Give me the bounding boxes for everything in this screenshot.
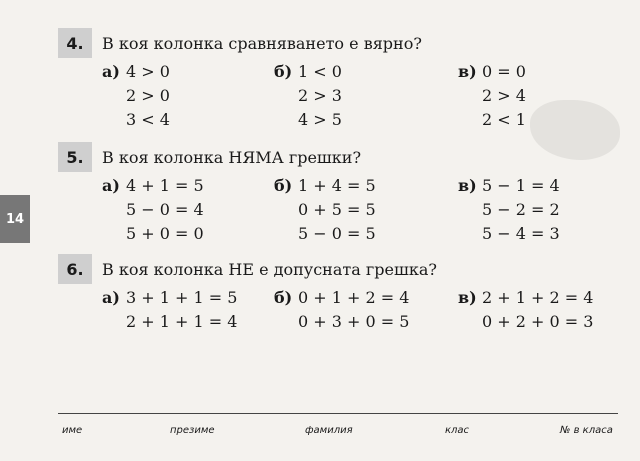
expression: 0 + 2 + 0 = 3 bbox=[482, 312, 594, 331]
footer-class-label: клас bbox=[445, 425, 470, 436]
option-label: в) bbox=[458, 62, 477, 81]
question-5 bbox=[58, 142, 598, 242]
footer-class-number-label: № в класа bbox=[560, 425, 613, 436]
expression: 2 > 3 bbox=[298, 86, 342, 105]
question-6 bbox=[58, 254, 598, 354]
question-4 bbox=[58, 28, 598, 128]
page-number-tab bbox=[0, 195, 30, 243]
answer-column-b[interactable] bbox=[274, 174, 376, 246]
answer-column-a[interactable] bbox=[102, 174, 204, 246]
answer-columns bbox=[58, 284, 598, 354]
expression: 1 < 0 bbox=[298, 62, 342, 81]
expression: 2 > 4 bbox=[482, 86, 526, 105]
option-label: б) bbox=[274, 62, 293, 81]
answer-column-b[interactable] bbox=[274, 286, 409, 334]
question-text: В коя колонка НЯМА грешки? bbox=[102, 147, 362, 167]
answer-columns bbox=[58, 58, 598, 128]
expression: 5 − 4 = 3 bbox=[482, 224, 560, 243]
answer-column-c[interactable] bbox=[458, 60, 526, 132]
answer-column-c[interactable] bbox=[458, 174, 560, 246]
option-label: в) bbox=[458, 176, 477, 195]
expression: 3 < 4 bbox=[126, 110, 170, 129]
question-text: В коя колонка сравняването е вярно? bbox=[102, 33, 422, 53]
expression: 5 − 0 = 5 bbox=[298, 224, 376, 243]
expression: 5 − 0 = 4 bbox=[126, 200, 204, 219]
expression: 0 + 3 + 0 = 5 bbox=[298, 312, 410, 331]
expression: 4 + 1 = 5 bbox=[126, 176, 204, 195]
expression: 3 + 1 + 1 = 5 bbox=[126, 288, 238, 307]
question-header bbox=[58, 254, 598, 284]
expression: 4 > 5 bbox=[298, 110, 342, 129]
expression: 5 + 0 = 0 bbox=[126, 224, 204, 243]
expression: 0 = 0 bbox=[482, 62, 526, 81]
answer-column-a[interactable] bbox=[102, 60, 170, 132]
answer-column-c[interactable] bbox=[458, 286, 593, 334]
answer-column-b[interactable] bbox=[274, 60, 342, 132]
expression: 0 + 5 = 5 bbox=[298, 200, 376, 219]
question-number: 6. bbox=[58, 254, 92, 284]
expression: 2 < 1 bbox=[482, 110, 526, 129]
expression: 0 + 1 + 2 = 4 bbox=[298, 288, 410, 307]
footer-family-label: фамилия bbox=[305, 425, 353, 436]
option-label: б) bbox=[274, 176, 293, 195]
signature-line bbox=[58, 413, 618, 414]
page-number: 14 bbox=[5, 211, 25, 227]
question-text: В коя колонка НЕ е допусната грешка? bbox=[102, 259, 437, 279]
question-header bbox=[58, 142, 598, 172]
answer-column-a[interactable] bbox=[102, 286, 237, 334]
option-label: в) bbox=[458, 288, 477, 307]
expression: 5 − 2 = 2 bbox=[482, 200, 560, 219]
expression: 2 > 0 bbox=[126, 86, 170, 105]
expression: 2 + 1 + 1 = 4 bbox=[126, 312, 238, 331]
expression: 5 − 1 = 4 bbox=[482, 176, 560, 195]
expression: 2 + 1 + 2 = 4 bbox=[482, 288, 594, 307]
footer-surname-label: презиме bbox=[170, 425, 215, 436]
expression: 1 + 4 = 5 bbox=[298, 176, 376, 195]
question-number: 4. bbox=[58, 28, 92, 58]
question-number: 5. bbox=[58, 142, 92, 172]
option-label: а) bbox=[102, 176, 120, 195]
expression: 4 > 0 bbox=[126, 62, 170, 81]
option-label: б) bbox=[274, 288, 293, 307]
answer-columns bbox=[58, 172, 598, 242]
option-label: а) bbox=[102, 288, 120, 307]
question-header bbox=[58, 28, 598, 58]
footer-name-label: име bbox=[62, 425, 83, 436]
option-label: а) bbox=[102, 62, 120, 81]
